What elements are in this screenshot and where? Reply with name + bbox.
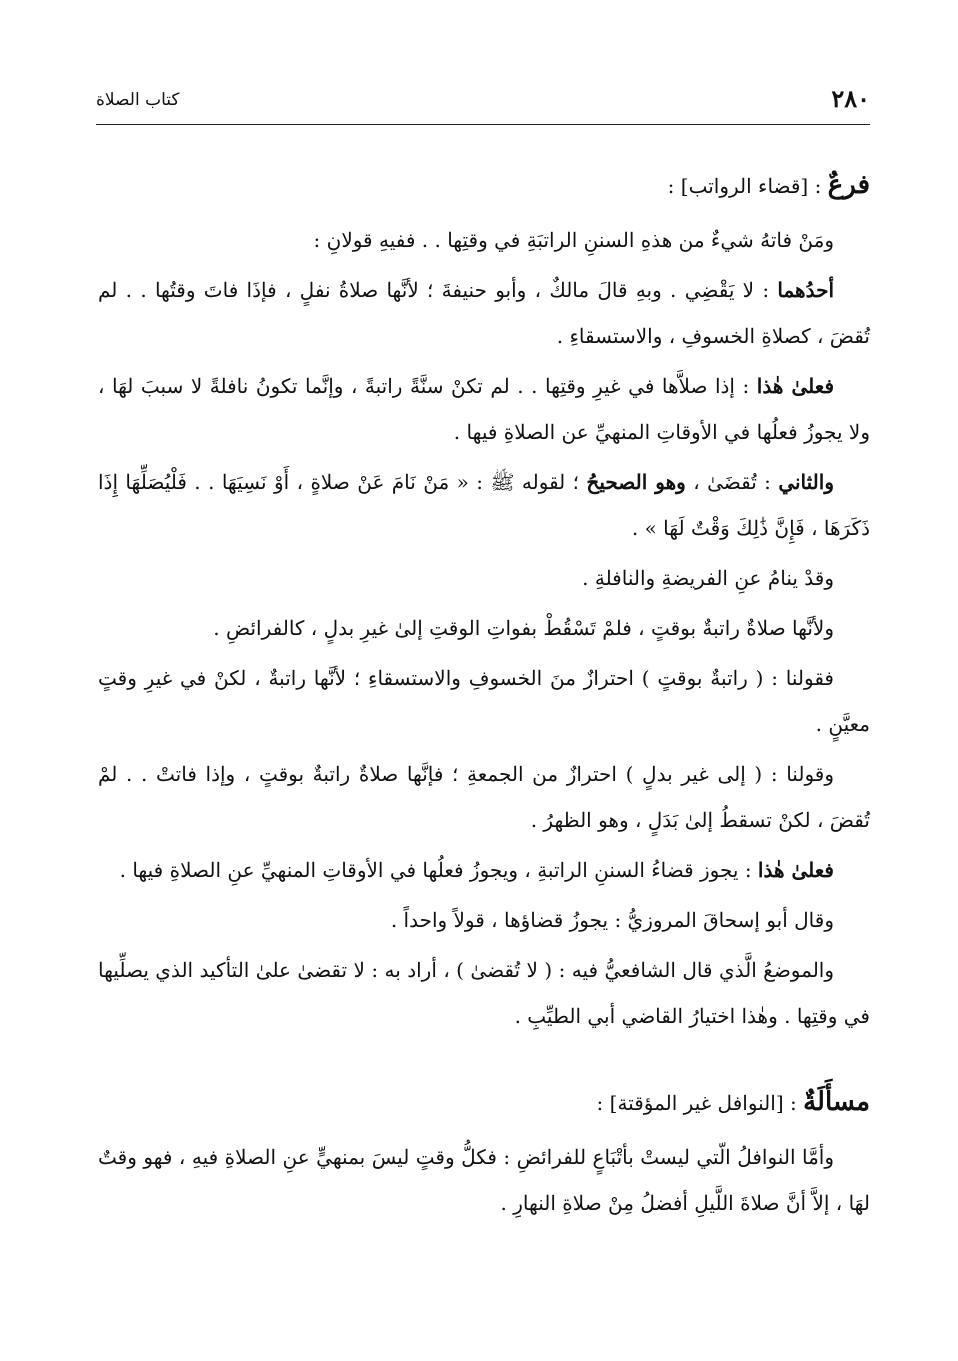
- paragraph: [98, 459, 870, 551]
- section-keyword: فرعٌ: [827, 170, 870, 200]
- running-title: كتاب الصلاة: [96, 90, 180, 110]
- paragraph-lead: والثاني: [778, 470, 834, 494]
- paragraph: وقدْ ينامُ عنِ الفريضةِ والنافلةِ .: [582, 566, 834, 590]
- paragraph: [98, 267, 870, 359]
- paragraph-text: : لا يَقْضِي . وبهِ قالَ مالكٌ ، وأبو حنيفةَ ؛ لأنَّها صلاةُ نفلٍ ، فإذَا فاتَ وقتُها . . لم تُقضَ ، كصلاةِ الخسوفِ ، والاستسقاءِ .: [98, 278, 870, 348]
- paragraph-lead: فعلىٰ هٰذا: [756, 374, 835, 398]
- paragraph: وأمَّا النوافلُ الّتي ليستْ بأتْبَاعٍ للفرائضِ : فكلُّ وقتٍ ليسَ بمنهيٍّ عنِ الصلاةِ فيهِ ، فهو وقتٌ لهَا ، إلاَّ أنَّ صلاةَ اللَّيلِ أفضلُ مِنْ صلاةِ النهارِ .: [98, 1145, 870, 1215]
- page-body: [98, 160, 870, 1230]
- paragraph: ولأنَّها صلاةٌ راتبةٌ بوقتٍ ، فلمْ تَسْقُطْ بفواتِ الوقتِ إلىٰ غيرِ بدلٍ ، كالفرائضِ .: [213, 616, 834, 640]
- paragraph-text: : إذا صلاَّها في غيرِ وقتِها . . لم تكنْ سنَّةً راتبةً ، وإنَّما تكونُ نافلةً لا سببَ لهَا ، ولا يجوزُ فعلُها في الأوقاتِ المنهيِّ عن الصلاةِ فيها .: [98, 374, 870, 444]
- paragraph-text: : تُقضَىٰ ،: [693, 470, 771, 494]
- paragraph-emphasis: وهو الصحيحُ: [586, 470, 686, 494]
- paragraph: وقال أبو إسحاقَ المروزيُّ : يجوزُ قضاؤها ، قولاً واحداً .: [390, 908, 834, 932]
- paragraph-lead: فعلىٰ هٰذا: [757, 858, 834, 882]
- section-spacer: [98, 1043, 870, 1077]
- page-number: ٢٨٠: [831, 84, 870, 113]
- paragraph: وقولنا : ( إلى غير بدلٍ ) احترازٌ من الجمعةِ ؛ فإنَّها صلاةٌ راتبةٌ بوقتٍ ، وإذا فاتتْ . . لمْ تُقضَ ، لكنْ تسقطُ إلىٰ بَدَلٍ ، وهو الظهرُ .: [98, 762, 870, 832]
- section-title: : [قضاء الرواتب] :: [667, 174, 822, 198]
- section-heading-masala: [98, 1077, 870, 1128]
- page-header: [96, 84, 870, 120]
- paragraph-lead: أحدُهما: [777, 278, 834, 302]
- paragraph: فقولنا : ( راتبةٌ بوقتٍ ) احترازٌ منَ الخسوفِ والاستسقاءِ ؛ لأنَّها راتبةٌ ، لكنْ في غيرِ وقتٍ معيَّنٍ .: [98, 666, 870, 736]
- paragraph: [98, 363, 870, 455]
- section-keyword: مسأَلَةٌ: [803, 1087, 870, 1117]
- section-heading-furu: [98, 160, 870, 211]
- paragraph: والموضعُ الَّذي قال الشافعيُّ فيه : ( لا تُقضىٰ ) ، أراد به : لا تقضىٰ علىٰ التأكيد الذي يصلِّيها في وقتِها . وهٰذا اختيارُ القاضي أبي الطيِّبِ .: [98, 958, 870, 1028]
- paragraph-text: : يجوز قضاءُ السننِ الراتبةِ ، ويجوزُ فعلُها في الأوقاتِ المنهيِّ عنِ الصلاةِ فيها .: [119, 858, 752, 882]
- paragraph-text: ؛ لقوله ﷺ : « مَنْ نَامَ عَنْ صلاةٍ ، أَوْ نَسِيَهَا . . فَلْيُصَلِّهَا إِذَا ذَكَرَهَا ، فَإِنَّ ذَٰلِكَ وَقْتٌ لَهَا » .: [98, 470, 870, 540]
- header-divider: [96, 124, 870, 125]
- paragraph: ومَنْ فاتهُ شيءٌ من هذهِ السننِ الراتبَةِ في وقتِها . . ففيهِ قولانِ :: [313, 228, 834, 252]
- paragraph: [98, 847, 870, 893]
- section-title: : [النوافل غير المؤقتة] :: [596, 1091, 797, 1115]
